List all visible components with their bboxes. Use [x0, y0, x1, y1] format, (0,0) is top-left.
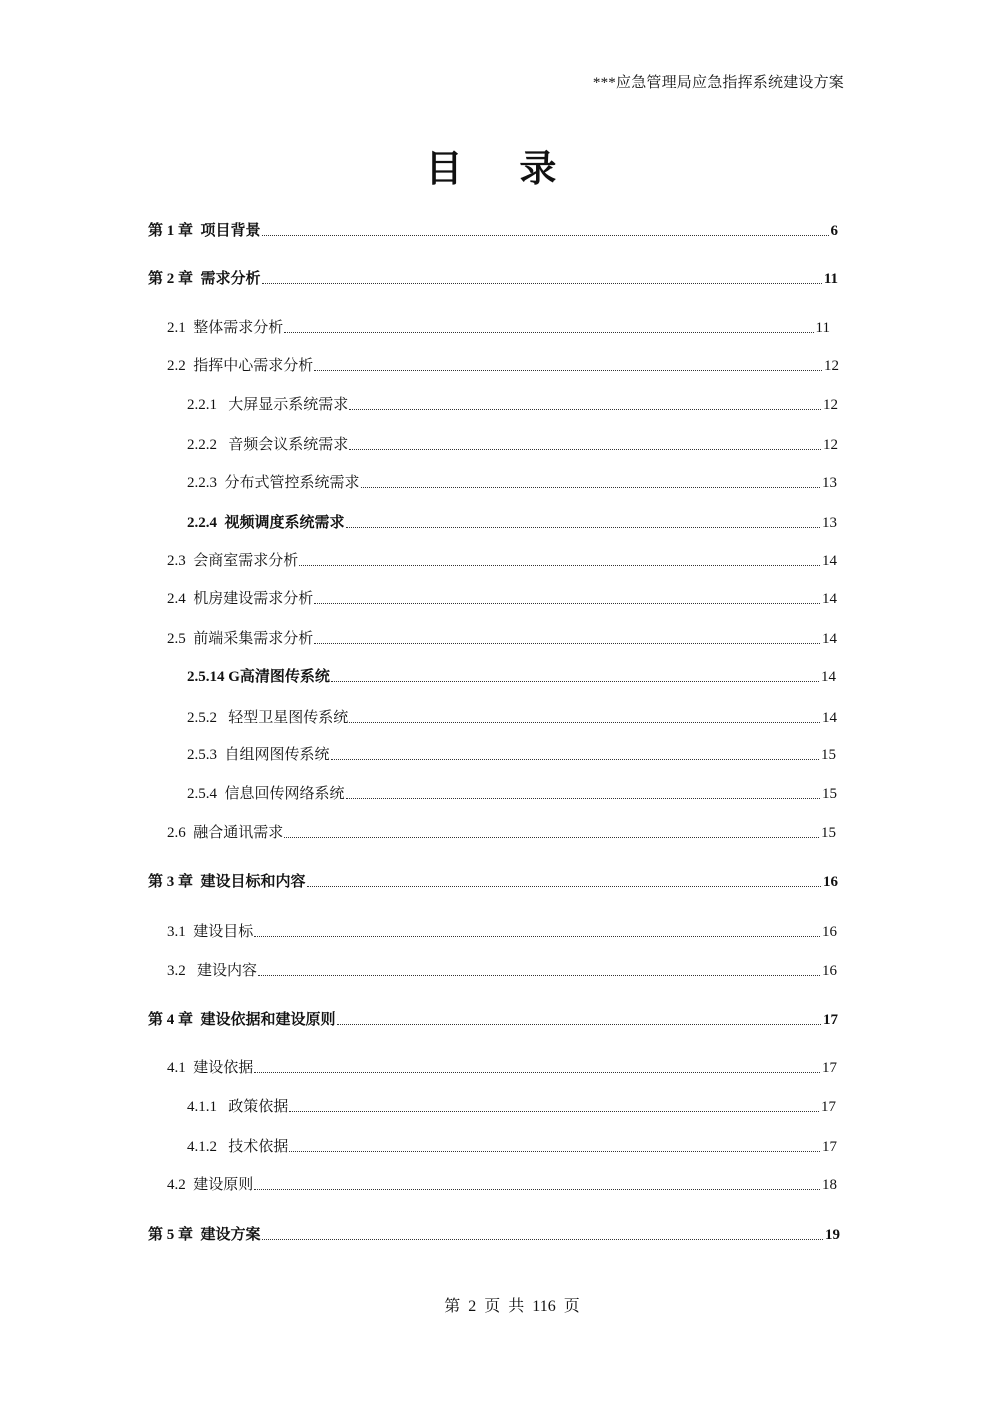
toc-entry-label: 4.1.2 技术依据: [187, 1139, 289, 1155]
toc-leader-dots: [349, 721, 820, 723]
toc-entry-label: 2.2.1 大屏显示系统需求: [187, 397, 349, 413]
toc-entry-2-2-4[interactable]: [187, 512, 837, 532]
toc-entry-label: 2.1 整体需求分析: [167, 320, 284, 336]
toc-entry-label: 第 4 章 建设依据和建设原则: [148, 1012, 336, 1028]
toc-entry-chapter-5[interactable]: [148, 1224, 840, 1244]
toc-leader-dots: [262, 1238, 823, 1240]
toc-entry-label: 2.2.2 音频会议系统需求: [187, 437, 349, 453]
toc-entry-2-3[interactable]: [167, 550, 837, 570]
toc-title: 目 录: [425, 147, 579, 190]
toc-entry-label: 2.2.3 分布式管控系统需求: [187, 475, 360, 491]
toc-entry-label: 第 2 章 需求分析: [148, 271, 261, 287]
toc-entry-label: 2.2.4 视频调度系统需求: [187, 515, 345, 531]
toc-entry-3-1[interactable]: [167, 921, 837, 941]
toc-entry-2-2[interactable]: [167, 355, 839, 375]
toc-entry-page: 17: [821, 1099, 836, 1115]
toc-entry-page: 14: [822, 591, 837, 607]
toc-entry-2-5-3[interactable]: [187, 744, 836, 764]
toc-entry-label: 2.5 前端采集需求分析: [167, 631, 314, 647]
toc-leader-dots: [262, 234, 829, 236]
toc-entry-page: 17: [823, 1012, 838, 1028]
toc-leader-dots: [346, 797, 820, 799]
toc-entry-label: 3.1 建设目标: [167, 924, 254, 940]
toc-entry-page: 14: [821, 669, 836, 685]
toc-leader-dots: [314, 369, 822, 371]
toc-leader-dots: [289, 1150, 820, 1152]
toc-entry-chapter-1[interactable]: [148, 220, 838, 240]
toc-entry-label: 第 3 章 建设目标和内容: [148, 874, 306, 890]
toc-entry-label: 第 1 章 项目背景: [148, 223, 261, 239]
toc-leader-dots: [314, 642, 820, 644]
toc-entry-chapter-4[interactable]: [148, 1009, 838, 1029]
toc-entry-page: 13: [822, 515, 837, 531]
toc-entry-page: 6: [830, 223, 838, 239]
toc-entry-2-5[interactable]: [167, 628, 837, 648]
toc-leader-dots: [289, 1110, 819, 1112]
toc-leader-dots: [346, 526, 820, 528]
toc-entry-label: 4.2 建设原则: [167, 1177, 254, 1193]
toc-entry-page: 19: [825, 1227, 840, 1243]
toc-entry-page: 16: [822, 963, 837, 979]
toc-entry-page: 15: [822, 786, 837, 802]
toc-entry-page: 11: [823, 271, 838, 287]
toc-entry-2-2-3[interactable]: [187, 472, 837, 492]
toc-leader-dots: [258, 974, 820, 976]
toc-entry-page: 12: [823, 437, 838, 453]
toc-entry-page: 17: [822, 1139, 837, 1155]
toc-leader-dots: [254, 1071, 820, 1073]
toc-leader-dots: [331, 680, 819, 682]
toc-entry-2-4[interactable]: [167, 588, 837, 608]
toc-entry-chapter-2[interactable]: [148, 268, 838, 288]
toc-leader-dots: [349, 448, 821, 450]
toc-entry-2-1[interactable]: [167, 317, 830, 337]
toc-leader-dots: [331, 758, 819, 760]
toc-entry-page: 15: [821, 825, 836, 841]
toc-entry-page: 15: [821, 747, 836, 763]
toc-entry-2-2-2[interactable]: [187, 434, 838, 454]
toc-entry-page: 17: [822, 1060, 837, 1076]
toc-leader-dots: [299, 564, 820, 566]
toc-entry-page: 12: [824, 358, 839, 374]
toc-entry-label: 2.2 指挥中心需求分析: [167, 358, 314, 374]
toc-entry-label: 2.5.4 信息回传网络系统: [187, 786, 345, 802]
toc-entry-label: 第 5 章 建设方案: [148, 1227, 261, 1243]
toc-entry-page: 16: [822, 924, 837, 940]
toc-entry-page: 12: [823, 397, 838, 413]
toc-entry-label: 2.6 融合通讯需求: [167, 825, 284, 841]
toc-leader-dots: [284, 331, 813, 333]
toc-leader-dots: [361, 486, 820, 488]
toc-entry-3-2[interactable]: [167, 960, 837, 980]
toc-entry-page: 13: [822, 475, 837, 491]
toc-entry-4-2[interactable]: [167, 1174, 837, 1194]
page-footer: 第 2 页 共 116 页: [444, 1298, 580, 1315]
toc-entry-label: 2.3 会商室需求分析: [167, 553, 299, 569]
toc-entry-label: 4.1.1 政策依据: [187, 1099, 289, 1115]
toc-leader-dots: [337, 1023, 821, 1025]
toc-leader-dots: [254, 935, 820, 937]
toc-entry-label: 2.5.14 G高清图传系统: [187, 669, 330, 685]
toc-entry-label: 4.1 建设依据: [167, 1060, 254, 1076]
toc-entry-label: 2.4 机房建设需求分析: [167, 591, 314, 607]
toc-leader-dots: [314, 602, 820, 604]
toc-entry-4-1-1[interactable]: [187, 1096, 836, 1116]
toc-leader-dots: [307, 885, 821, 887]
toc-entry-page: 18: [822, 1177, 837, 1193]
toc-entry-page: 14: [822, 631, 837, 647]
toc-entry-label: 2.5.3 自组网图传系统: [187, 747, 330, 763]
toc-leader-dots: [349, 408, 821, 410]
toc-entry-2-5-2[interactable]: [187, 707, 837, 727]
toc-leader-dots: [262, 282, 822, 284]
toc-entry-4-1[interactable]: [167, 1057, 837, 1077]
toc-entry-label: 3.2 建设内容: [167, 963, 258, 979]
running-header: ***应急管理局应急指挥系统建设方案: [592, 75, 844, 91]
toc-entry-2-5-1[interactable]: [187, 666, 836, 686]
toc-entry-label: 2.5.2 轻型卫星图传系统: [187, 710, 349, 726]
toc-entry-4-1-2[interactable]: [187, 1136, 837, 1156]
toc-entry-page: 11: [815, 320, 830, 336]
toc-entry-page: 14: [822, 710, 837, 726]
toc-entry-2-6[interactable]: [167, 822, 836, 842]
toc-entry-chapter-3[interactable]: [148, 871, 838, 891]
toc-entry-2-5-4[interactable]: [187, 783, 837, 803]
toc-leader-dots: [254, 1188, 820, 1190]
toc-entry-page: 14: [822, 553, 837, 569]
toc-leader-dots: [284, 836, 819, 838]
toc-entry-2-2-1[interactable]: [187, 394, 838, 414]
toc-entry-page: 16: [823, 874, 838, 890]
